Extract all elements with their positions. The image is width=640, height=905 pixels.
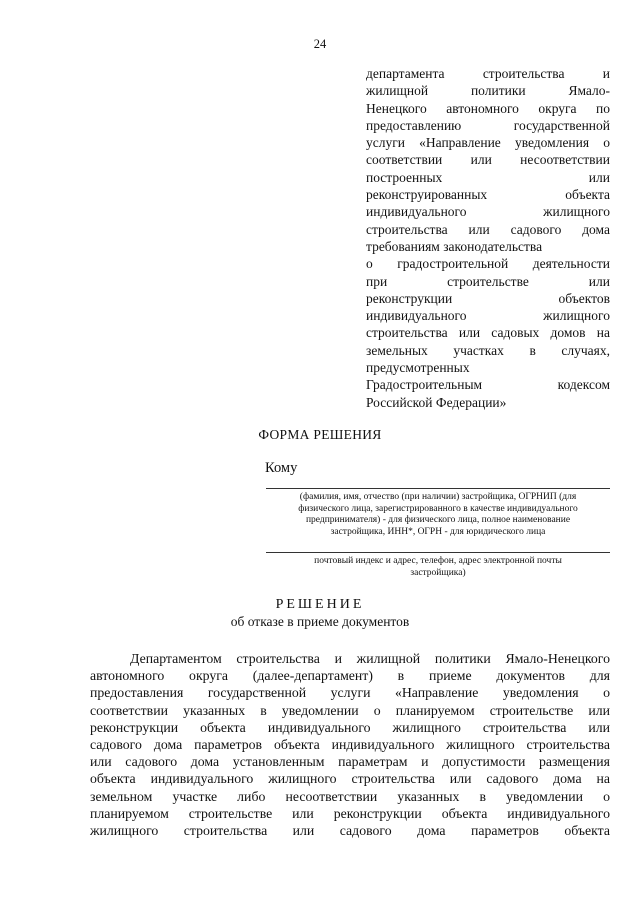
header-line: Градостроительным кодексом xyxy=(366,377,610,393)
header-line: соответствии или несоответствии xyxy=(366,152,610,168)
decision-body xyxy=(90,650,610,839)
header-line: услуги «Направление уведомления о xyxy=(366,135,610,151)
applicant-note-line: (фамилия, имя, отчество (при наличии) застройщика, ОГРНИП (для xyxy=(299,492,577,502)
applicant-note-line: предпринимателя) - для физического лица, полное наименование xyxy=(305,515,571,526)
decision-subheading: об отказе в приеме документов xyxy=(230,614,410,629)
header-line: департамента строительства и xyxy=(366,66,610,81)
body-line: автономного округа (далее-департамент) в приеме документов для xyxy=(90,668,610,684)
header-line: требованиям законодательства xyxy=(366,238,543,254)
header-line: строительства или садового дома xyxy=(366,221,610,237)
body-line: соответствии указанных в уведомлении о планируемом строительстве или xyxy=(90,702,610,718)
header-line: жилищной политики Ямало- xyxy=(366,83,610,99)
header-line: реконструированных объекта xyxy=(366,187,610,203)
header-line: индивидуального жилищного xyxy=(366,204,610,220)
body-line: предоставления государственной услуги «Направление уведомления о xyxy=(90,685,610,701)
header-line: реконструкции объектов xyxy=(366,290,610,306)
applicant-note-line: застройщика, ИНН*, ОГРН - для юридического лица xyxy=(330,526,546,537)
address-note-line: застройщика) xyxy=(410,567,466,578)
form-title: ФОРМА РЕШЕНИЯ xyxy=(258,427,382,442)
address-note-line: почтовый индекс и адрес, телефон, адрес электронной почты xyxy=(314,556,562,566)
applicant-note-line: физического лица, зарегистрированного в качестве индивидуального xyxy=(298,503,578,514)
appendix-header-block xyxy=(366,65,610,411)
header-line: Российской Федерации» xyxy=(366,394,507,410)
address-underline xyxy=(266,552,610,553)
recipient-label: Кому xyxy=(265,460,298,476)
applicant-note xyxy=(266,492,610,538)
header-line: предусмотренных xyxy=(366,360,470,376)
body-line: земельном участке либо несоответствии указанных в уведомлении о xyxy=(90,788,610,804)
header-line: индивидуального жилищного xyxy=(366,308,610,324)
body-line: жилищного строительства или садового дома параметров объекта xyxy=(90,823,610,839)
header-line: земельных участках в случаях, xyxy=(366,342,610,358)
header-line: при строительстве или xyxy=(366,273,610,289)
decision-heading: РЕШЕНИЕ xyxy=(275,597,365,612)
address-note xyxy=(266,556,610,579)
body-line: реконструкции объекта индивидуального жилищного строительства или xyxy=(90,719,610,735)
body-line: садового дома параметров объекта индивидуального жилищного строительства xyxy=(90,737,610,753)
header-line: построенных или xyxy=(366,169,610,185)
recipient-underline xyxy=(266,488,610,489)
header-line: о градостроительной деятельности xyxy=(366,256,610,272)
body-line: планируемом строительстве или реконструкции объекта индивидуального xyxy=(90,805,610,821)
header-line: Ненецкого автономного округа по xyxy=(366,100,610,116)
body-line: Департаментом строительства и жилищной политики Ямало-Ненецкого xyxy=(130,651,610,666)
body-line: или садового дома установленным параметрам и допустимости размещения xyxy=(90,754,610,770)
body-line: объекта индивидуального жилищного строительства или садового дома на xyxy=(90,771,610,787)
page-number: 24 xyxy=(313,37,327,51)
header-line: строительства или садовых домов на xyxy=(366,325,610,341)
header-line: предоставлению государственной xyxy=(366,117,610,133)
